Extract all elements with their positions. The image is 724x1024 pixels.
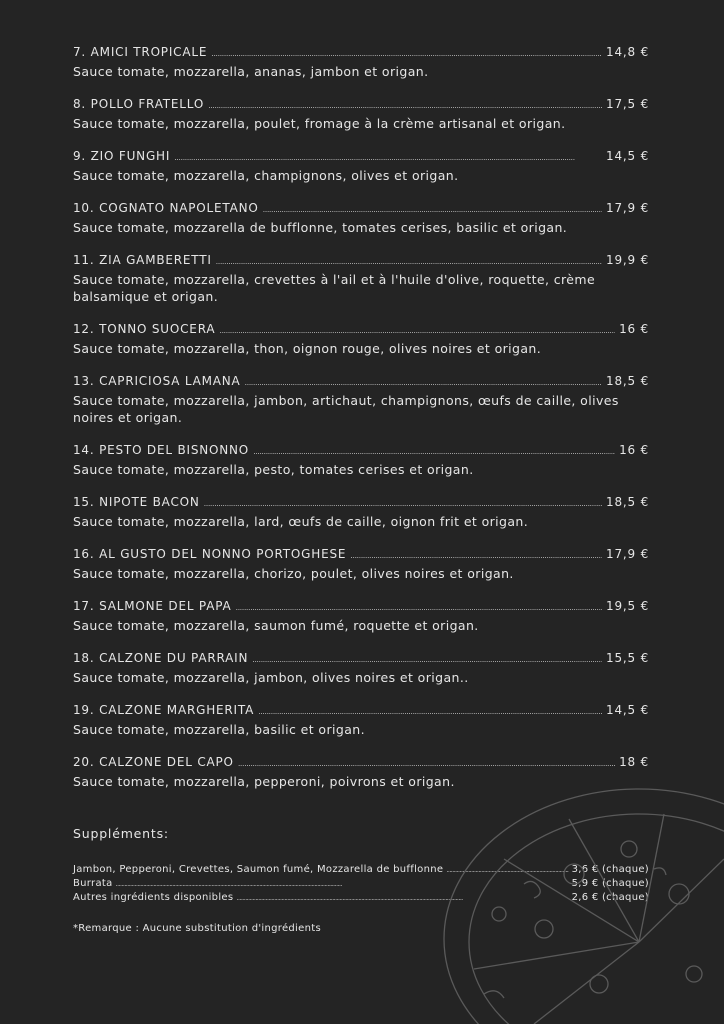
item-description: Sauce tomate, mozzarella, ananas, jambon et origan. <box>73 64 429 79</box>
leader-dots <box>204 495 602 512</box>
menu-item <box>73 546 649 582</box>
item-price: 14,8 € <box>606 45 649 59</box>
item-description: Sauce tomate, mozzarella, pepperoni, poivrons et origan. <box>73 774 455 789</box>
item-name: 14. PESTO DEL BISNONNO <box>73 443 250 457</box>
leader-dots <box>235 599 602 616</box>
leader-dots <box>208 97 602 114</box>
pizza-sketch-icon <box>424 764 724 1024</box>
item-description: Sauce tomate, mozzarella, chorizo, poulet, olives noires et origan. <box>73 566 514 581</box>
leader-dots <box>258 703 602 720</box>
item-name: 15. NIPOTE BACON <box>73 495 200 509</box>
item-price: 14,5 € <box>606 703 649 717</box>
supplement-price: 5,9 € (chaque) <box>571 878 649 889</box>
supplements-title: Suppléments: <box>73 826 169 841</box>
leader-dots <box>211 45 602 62</box>
item-description: Sauce tomate, mozzarella, jambon, olives noires et origan.. <box>73 670 469 685</box>
menu-item <box>73 44 649 80</box>
item-name: 12. TONNO SUOCERA <box>73 322 216 336</box>
item-price: 17,9 € <box>606 547 649 561</box>
item-price: 14,5 € <box>606 149 649 163</box>
item-name: 13. CAPRICIOSA LAMANA <box>73 374 241 388</box>
menu-item <box>73 702 649 738</box>
leader-dots <box>263 201 602 218</box>
item-description: Sauce tomate, mozzarella, jambon, artichaut, champignons, œufs de caille, olives noires et origan. <box>73 393 619 425</box>
item-name: 20. CALZONE DEL CAPO <box>73 755 234 769</box>
menu-item <box>73 598 649 634</box>
menu-item <box>73 373 649 426</box>
supplement-name: Burrata <box>73 878 113 889</box>
menu-item <box>73 252 649 305</box>
leader-dots <box>245 374 602 391</box>
menu-item <box>73 96 649 132</box>
item-description: Sauce tomate, mozzarella, thon, oignon rouge, olives noires et origan. <box>73 341 542 356</box>
leader-dots <box>252 651 602 668</box>
remark-note: *Remarque : Aucune substitution d'ingrédients <box>73 923 321 934</box>
item-name: 16. AL GUSTO DEL NONNO PORTOGHESE <box>73 547 347 561</box>
item-price: 15,5 € <box>606 651 649 665</box>
item-price: 17,9 € <box>606 201 649 215</box>
supplement-price: 2,6 € (chaque) <box>571 892 649 903</box>
item-price: 18,5 € <box>606 495 649 509</box>
supplement-price: 3,6 € (chaque) <box>571 864 649 875</box>
item-name: 11. ZIA GAMBERETTI <box>73 253 212 267</box>
leader-dots <box>219 322 615 339</box>
item-description: Sauce tomate, mozzarella, basilic et origan. <box>73 722 365 737</box>
menu-item <box>73 200 649 236</box>
item-description: Sauce tomate, mozzarella, poulet, fromage à la crème artisanal et origan. <box>73 116 566 131</box>
item-name: 8. POLLO FRATELLO <box>73 97 205 111</box>
item-description: Sauce tomate, mozzarella, pesto, tomates cerises et origan. <box>73 462 474 477</box>
leader-dots <box>174 149 602 166</box>
item-price: 18 € <box>619 755 649 769</box>
item-name: 10. COGNATO NAPOLETANO <box>73 201 259 215</box>
item-description: Sauce tomate, mozzarella de bufflonne, tomates cerises, basilic et origan. <box>73 220 568 235</box>
item-description: Sauce tomate, mozzarella, champignons, olives et origan. <box>73 168 459 183</box>
leader-dots <box>253 443 615 460</box>
item-name: 17. SALMONE DEL PAPA <box>73 599 232 613</box>
menu-list <box>73 44 649 790</box>
item-name: 7. AMICI TROPICALE <box>73 45 208 59</box>
menu-item <box>73 442 649 478</box>
item-description: Sauce tomate, mozzarella, saumon fumé, roquette et origan. <box>73 618 479 633</box>
item-price: 19,9 € <box>606 253 649 267</box>
item-price: 18,5 € <box>606 374 649 388</box>
item-name: 9. ZIO FUNGHI <box>73 149 171 163</box>
item-price: 19,5 € <box>606 599 649 613</box>
menu-item <box>73 494 649 530</box>
supplement-name: Autres ingrédients disponibles <box>73 892 234 903</box>
supplement-name: Jambon, Pepperoni, Crevettes, Saumon fumé, Mozzarella de bufflonne <box>73 864 444 875</box>
menu-item <box>73 321 649 357</box>
item-price: 16 € <box>619 322 649 336</box>
menu-item <box>73 650 649 686</box>
menu-item <box>73 148 649 184</box>
leader-dots <box>350 547 602 564</box>
item-name: 19. CALZONE MARGHERITA <box>73 703 255 717</box>
item-description: Sauce tomate, mozzarella, crevettes à l'ail et à l'huile d'olive, roquette, crème balsamique et origan. <box>73 272 596 304</box>
leader-dots <box>216 253 602 270</box>
item-name: 18. CALZONE DU PARRAIN <box>73 651 249 665</box>
item-description: Sauce tomate, mozzarella, lard, œufs de caille, oignon frit et origan. <box>73 514 529 529</box>
item-price: 17,5 € <box>606 97 649 111</box>
item-price: 16 € <box>619 443 649 457</box>
